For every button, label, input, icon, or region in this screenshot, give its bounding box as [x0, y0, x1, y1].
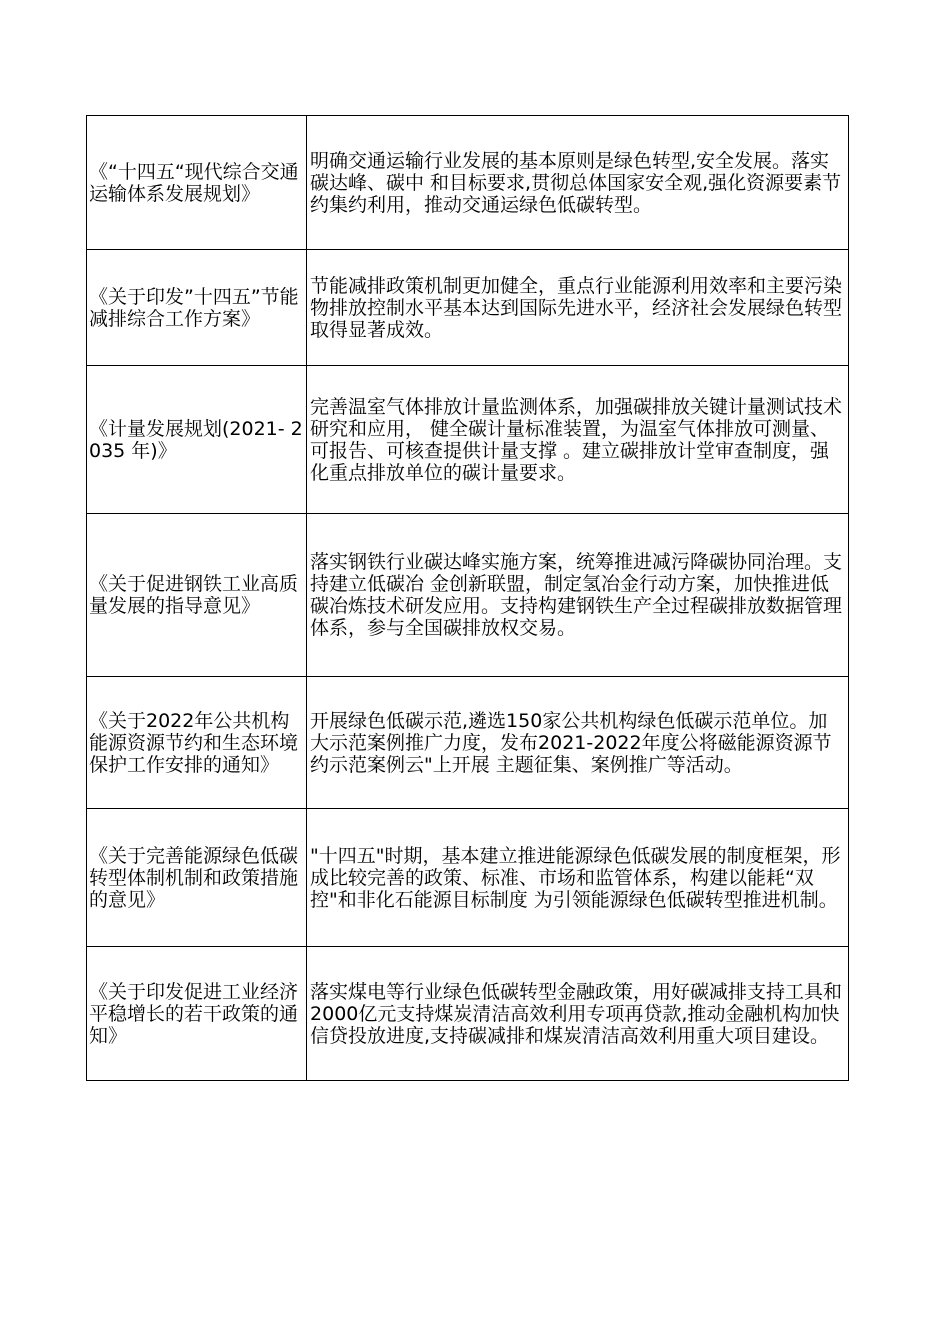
policy-description-cell: 落实煤电等行业绿色低碳转型金融政策，用好碳减排支持工具和2000亿元支持煤炭清洁高效利用专项再贷款,推动金融机构加快信贷投放进度,支持碳减排和煤炭清洁高效利用重大项目建设。: [307, 947, 849, 1081]
policy-table-body: [87, 116, 849, 1081]
table-row: [87, 116, 849, 250]
table-row: [87, 677, 849, 809]
policy-name-cell: 《关于完善能源绿色低碳转型体制机制和政策措施的意见》: [87, 809, 307, 947]
table-row: [87, 947, 849, 1081]
policy-description-cell: 开展绿色低碳示范,遴选150家公共机构绿色低碳示范单位。加大示范案例推广力度，发布2021-2022年度公将磁能源资源节约示范案例云"上开展 主题征集、案例推广等活动。: [307, 677, 849, 809]
policy-description-cell: 落实钢铁行业碳达峰实施方案，统筹推进减污降碳协同治理。支持建立低碳冶 金创新联盟，制定氢冶金行动方案，加快推进低碳冶炼技术研发应用。支持构建钢铁生产全过程碳排放数据管理体系，参与全国碳排放权交易。: [307, 514, 849, 677]
policy-name-cell: 《关于印发促进工业经济平稳增长的若干政策的通知》: [87, 947, 307, 1081]
policy-name-cell: 《关于促进钢铁工业高质量发展的指导意见》: [87, 514, 307, 677]
policy-name-cell: 《计量发展规划(2021- 2035 年)》: [87, 366, 307, 514]
table-row: [87, 514, 849, 677]
policy-name-cell: 《关于印发”十四五”节能减排综合工作方案》: [87, 250, 307, 366]
policy-description-cell: 明确交通运输行业发展的基本原则是绿色转型,安全发展。落实碳达峰、碳中 和目标要求,贯彻总体国家安全观,强化资源要素节约集约利用，推动交通运绿色低碳转型。: [307, 116, 849, 250]
policy-table: [86, 115, 849, 1081]
table-row: [87, 809, 849, 947]
policy-name-cell: 《关于2022年公共机构能源资源节约和生态环境保护工作安排的通知》: [87, 677, 307, 809]
policy-description-cell: 节能减排政策机制更加健全，重点行业能源利用效率和主要污染物排放控制水平基本达到国际先进水平，经济社会发展绿色转型取得显著成效。: [307, 250, 849, 366]
table-row: [87, 250, 849, 366]
policy-name-cell: 《“十四五“现代综合交通运输体系发展规划》: [87, 116, 307, 250]
policy-description-cell: "十四五"时期，基本建立推进能源绿色低碳发展的制度框架，形成比较完善的政策、标准、市场和监管体系，构建以能耗“双控"和非化石能源目标制度 为引领能源绿色低碳转型推进机制。: [307, 809, 849, 947]
policy-description-cell: 完善温室气体排放计量监测体系，加强碳排放关键计量测试技术研究和应用， 健全碳计量标准装置，为温室气体排放可测量、可报告、可核查提供计量支撑 。建立碳排放计堂审查制度，强化重点排放单位的碳计量要求。: [307, 366, 849, 514]
table-row: [87, 366, 849, 514]
